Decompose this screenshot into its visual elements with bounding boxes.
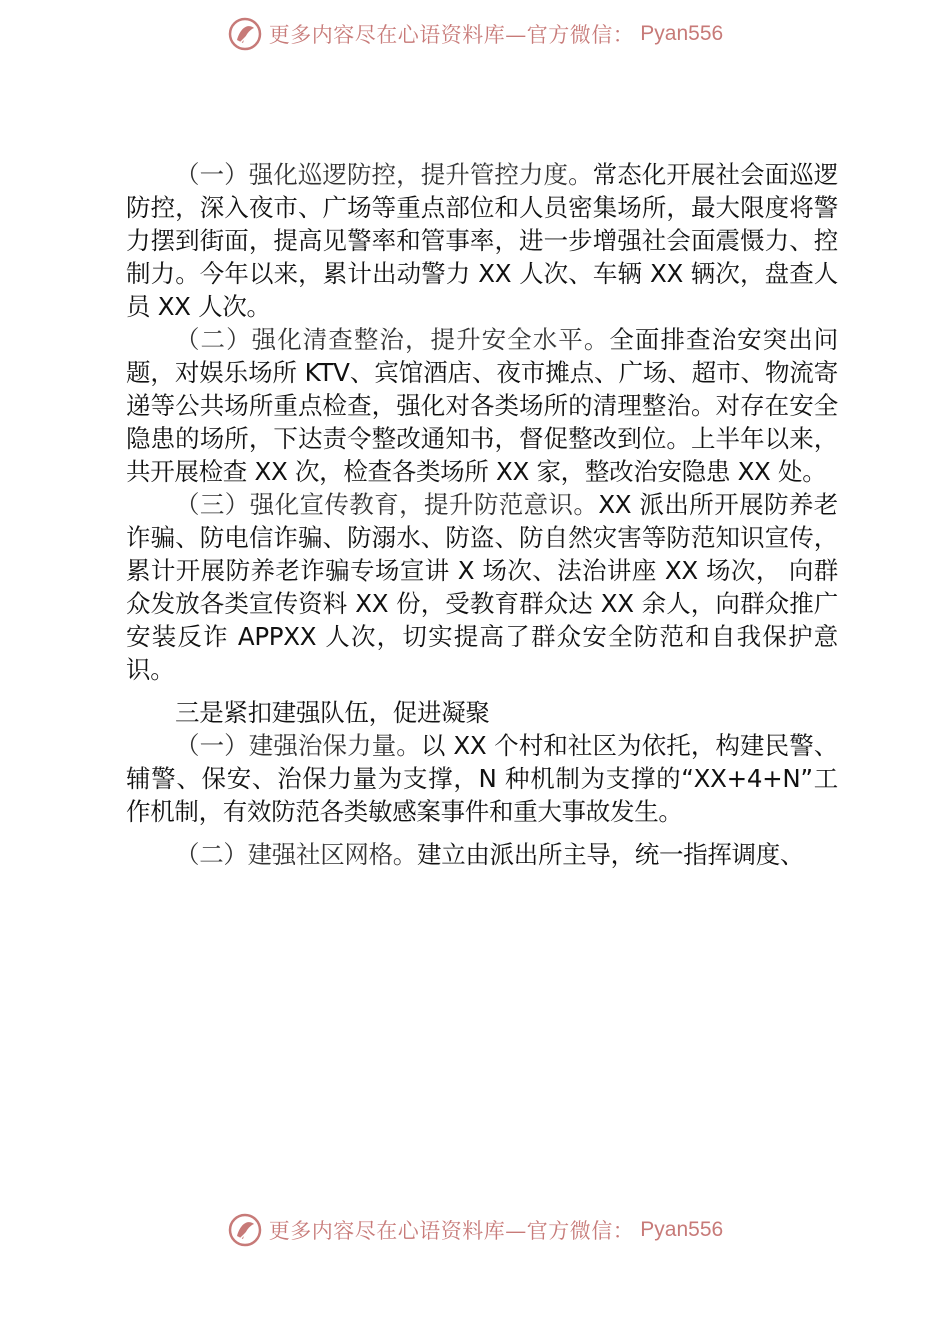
paragraph-text: 建立由派出所主导，统一指挥调度、 <box>417 840 805 869</box>
watermark-text: 更多内容尽在心语资料库—官方微信： <box>268 1219 635 1243</box>
section-heading <box>126 696 838 729</box>
section-heading-text: 三是紧扣建强队伍，促进凝聚 <box>175 698 490 727</box>
watermark-logo-icon <box>227 16 263 52</box>
paragraph-heading: （一）建强治保力量。 <box>175 731 421 760</box>
paragraph-heading: （二）强化清查整治，提升安全水平。 <box>175 325 610 354</box>
paragraph-heading: （二）建强社区网格。 <box>175 840 417 869</box>
watermark-code: Pyan556 <box>640 22 724 45</box>
paragraph-text: XX 派出所开展防养老诈骗、防电信诈骗、防溺水、防盗、防自然灾害等防范知识宣传，累计开展防养老诈骗专场宣讲 X 场次、法治讲座 XX 场次， 向群众发放各类宣传资料 XX 份，受教育群众达 XX 余人，向群众推广安装反诈 APPXX 人次，切实提高了群众安全防范和自我保护意识。 <box>126 490 838 684</box>
paragraph-community-grid <box>126 838 838 871</box>
watermark-footer <box>0 1210 950 1250</box>
paragraph-security-force <box>126 729 838 828</box>
paragraph-heading: （三）强化宣传教育，提升防范意识。 <box>175 490 599 519</box>
paragraph-text: 以 XX 个村和社区为依托，构建民警、辅警、保安、治保力量为支撑，N 种机制为支撑的“XX+4+N”工作机制，有效防范各类敏感案事件和重大事故发生。 <box>126 731 838 826</box>
watermark-logo-icon <box>227 1212 263 1248</box>
paragraph-patrol <box>126 158 838 323</box>
document-body <box>126 158 838 871</box>
paragraph-inspection <box>126 323 838 488</box>
paragraph-text: 全面排查治安突出问题，对娱乐场所 KTV、宾馆酒店、夜市摊点、广场、超市、物流寄递等公共场所重点检查，强化对各类场所的清理整治。对存在安全隐患的场所，下达责令整改通知书，督促整改到位。上半年以来，共开展检查 XX 次，检查各类场所 XX 家，整改治安隐患 XX 处。 <box>126 325 838 486</box>
watermark-code: Pyan556 <box>640 1218 724 1241</box>
paragraph-text: 常态化开展社会面巡逻防控，深入夜市、广场等重点部位和人员密集场所，最大限度将警力摆到街面，提高见警率和管事率，进一步增强社会面震慑力、控制力。今年以来，累计出动警力 XX 人次、车辆 XX 辆次，盘查人员 XX 人次。 <box>126 160 838 321</box>
paragraph-education <box>126 488 838 686</box>
paragraph-heading: （一）强化巡逻防控，提升管控力度。 <box>175 160 593 189</box>
watermark-text: 更多内容尽在心语资料库—官方微信： <box>268 23 635 47</box>
watermark-header <box>0 14 950 54</box>
